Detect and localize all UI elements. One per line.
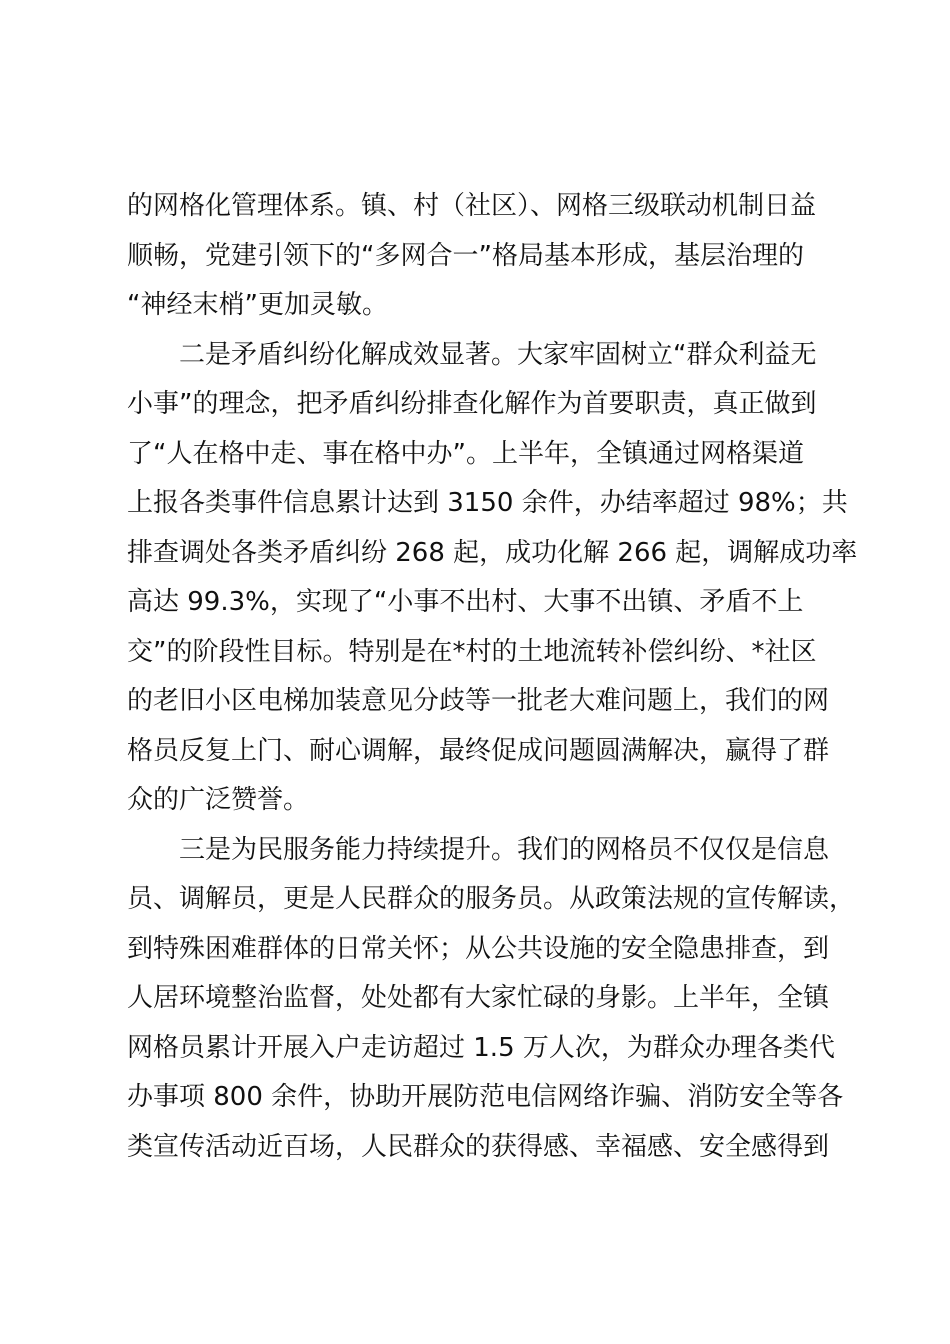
text-line: 类宣传活动近百场，人民群众的获得感、幸福感、安全感得到 [127,1131,830,1162]
text-line: 到特殊困难群体的日常关怀；从公共设施的安全隐患排查，到 [127,933,830,964]
body-text [127,182,858,1172]
text-line: 上报各类事件信息累计达到 3150 余件，办结率超过 98%；共 [127,488,848,518]
paragraph-start-line: 二是矛盾纠纷化解成效显著。大家牢固树立“群众利益无 [179,339,817,370]
text-line: 员、调解员，更是人民群众的服务员。从政策法规的宣传解读， [127,884,856,914]
text-line: 的网格化管理体系。镇、村（社区）、网格三级联动机制日益 [127,191,817,221]
text-line: 众的广泛赞誉。 [127,785,310,815]
text-line: 人居环境整治监督，处处都有大家忙碌的身影。上半年，全镇 [127,983,830,1013]
text-line: “神经末梢”更加灵敏。 [127,290,388,320]
text-line: 办事项 800 余件，协助开展防范电信网络诈骗、消防安全等各 [127,1082,844,1112]
text-line: 格员反复上门、耐心调解，最终促成问题圆满解决，赢得了群 [127,735,830,766]
text-line: 网格员累计开展入户走访超过 1.5 万人次，为群众办理各类代 [127,1032,835,1063]
text-line: 了“人在格中走、事在格中办”。上半年，全镇通过网格渠道 [127,438,804,469]
text-line: 的老旧小区电梯加装意见分歧等一批老大难问题上，我们的网 [127,686,830,716]
text-line: 高达 99.3%，实现了“小事不出村、大事不出镇、矛盾不上 [127,587,804,617]
text-line: 小事”的理念，把矛盾纠纷排查化解作为首要职责，真正做到 [127,389,817,419]
paragraph-start-line: 三是为民服务能力持续提升。我们的网格员不仅仅是信息 [179,834,830,865]
text-line: 顺畅，党建引领下的“多网合一”格局基本形成，基层治理的 [127,240,804,271]
text-line: 排查调处各类矛盾纠纷 268 起，成功化解 266 起，调解成功率 [127,537,858,568]
text-line: 交”的阶段性目标。特别是在*村的土地流转补偿纠纷、*社区 [127,636,817,667]
